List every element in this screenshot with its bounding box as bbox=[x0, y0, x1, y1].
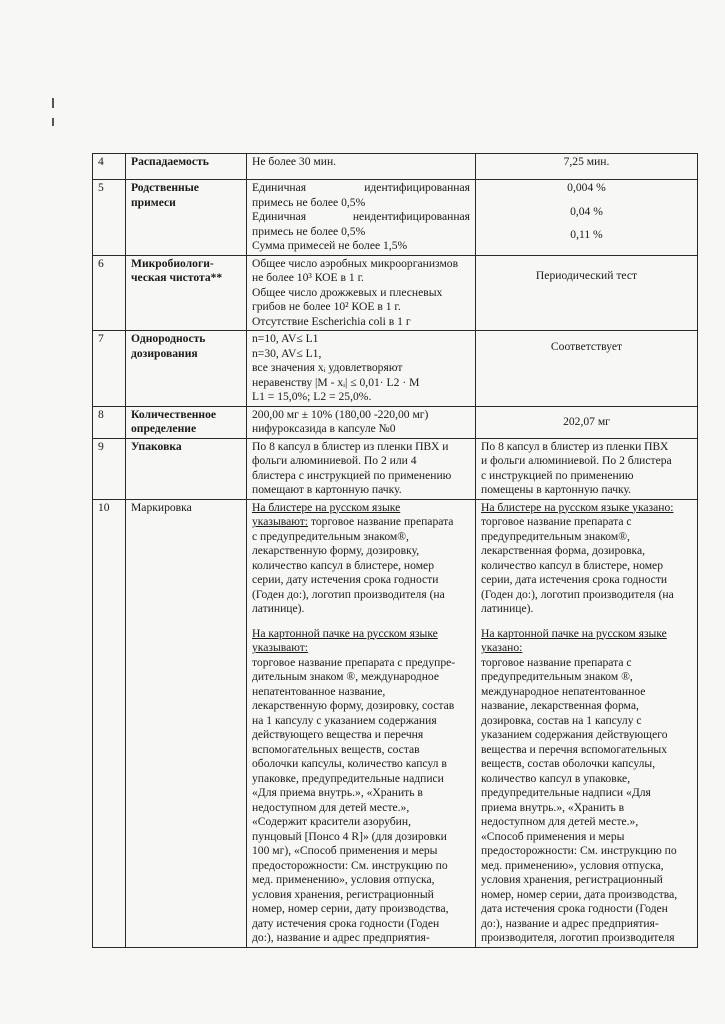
table-row bbox=[93, 154, 698, 180]
row-number: 5 bbox=[93, 180, 126, 256]
parameter-name: Микробиологи- ческая чистота** bbox=[126, 255, 247, 331]
parameter-name: Распадаемость bbox=[126, 154, 247, 180]
margin-mark bbox=[52, 98, 54, 108]
table-row bbox=[93, 406, 698, 438]
parameter-name: Однородность дозирования bbox=[126, 331, 247, 407]
table-row bbox=[93, 180, 698, 256]
table-row bbox=[93, 499, 698, 947]
row-number: 10 bbox=[93, 499, 126, 947]
row-number: 9 bbox=[93, 438, 126, 499]
requirement-text: Общее число аэробных микроорганизмов не более 10³ КОЕ в 1 г. Общее число дрожжевых и плесневых грибов не более 10² КОЕ в 1 г. Отсутствие Escherichia coli в 1 г bbox=[247, 255, 476, 331]
specification-table bbox=[92, 153, 698, 948]
row-number: 4 bbox=[93, 154, 126, 180]
row-number: 7 bbox=[93, 331, 126, 407]
result-text: 202,07 мг bbox=[476, 406, 698, 438]
result-text: На блистере на русском языке указано: торговое название препарата с предупредительным знаком®, лекарственная форма, дозировка, количество капсул в блистере, номер серии, дата истечения срока годности (Годен до:), логотип производителя (на латинице). На картонной пачке на русском языке указано: торговое название препарата с предупредительным знаком ®, международное непатентованное название, лекарственная форма, дозировка, состав на 1 капсулу с указанием содержания действующего вещества и перечня вспомогательных веществ, состав оболочки капсулы, количество капсул в упаковке, предупредительные надписи «Для приема внутрь.», «Хранить в недоступном для детей месте.», «Способ применения и меры предосторожности: См. инструкцию по мед. применению», условия отпуска, условия хранения, регистрационный номер, номер серии, дата производства, дата истечения срока годности (Годен до:), название и адрес предприятия- производителя, логотип производителя bbox=[476, 499, 698, 947]
result-text: 7,25 мин. bbox=[476, 154, 698, 180]
requirement-text: По 8 капсул в блистер из пленки ПВХ и фольги алюминиевой. По 2 или 4 блистера с инструкцией по применению помещают в картонную пачку. bbox=[247, 438, 476, 499]
requirement-text: Единичная идентифицированная примесь не более 0,5% Единичная неидентифицированная примесь не более 0,5% Сумма примесей не более 1,5% bbox=[247, 180, 476, 256]
result-text: Соответствует bbox=[476, 331, 698, 407]
row-number: 8 bbox=[93, 406, 126, 438]
result-text: По 8 капсул в блистер из пленки ПВХ и фольги алюминиевой. По 2 блистера с инструкцией по применению помещены в картонную пачку. bbox=[476, 438, 698, 499]
requirement-text: n=10, AV≤ L1 n=30, AV≤ L1, все значения xᵢ удовлетворяют неравенству |M - xᵢ| ≤ 0,01· L2 · M L1 = 15,0%; L2 = 25,0%. bbox=[247, 331, 476, 407]
table-row bbox=[93, 331, 698, 407]
requirement-text: Не более 30 мин. bbox=[247, 154, 476, 180]
margin-mark bbox=[52, 118, 54, 126]
requirement-text: 200,00 мг ± 10% (180,00 -220,00 мг) нифуроксазида в капсуле №0 bbox=[247, 406, 476, 438]
table-row bbox=[93, 255, 698, 331]
parameter-name: Родственные примеси bbox=[126, 180, 247, 256]
requirement-text: На блистере на русском языке указывают: торговое название препарата с предупредительным знаком®, лекарственную форму, дозировку, количество капсул в блистере, номер серии, дату истечения срока годности (Годен до:), логотип производителя (на латинице). На картонной пачке на русском языке указывают: торговое название препарата с предупре- дительным знаком ®, международное непатентованное название, лекарственную форму, дозировку, состав на 1 капсулу с указанием содержания действующего вещества и перечня вспомогательных веществ, состав оболочки капсулы, количество капсул в упаковке, предупредительные надписи «Для приема внутрь.», «Хранить в недоступном для детей месте.», «Содержит красители азорубин, пунцовый [Понсо 4 R]» (для дозировки 100 мг), «Способ применения и меры предосторожности: См. инструкцию по мед. применению», условия отпуска, условия хранения, регистрационный номер, номер серии, дату производства, дату истечения срока годности (Годен до:), название и адрес предприятия- bbox=[247, 499, 476, 947]
parameter-name: Упаковка bbox=[126, 438, 247, 499]
result-text: Периодический тест bbox=[476, 255, 698, 331]
table-row bbox=[93, 438, 698, 499]
parameter-name: Количественное определение bbox=[126, 406, 247, 438]
result-text: 0,004 % 0,04 % 0,11 % bbox=[476, 180, 698, 256]
row-number: 6 bbox=[93, 255, 126, 331]
parameter-name: Маркировка bbox=[126, 499, 247, 947]
